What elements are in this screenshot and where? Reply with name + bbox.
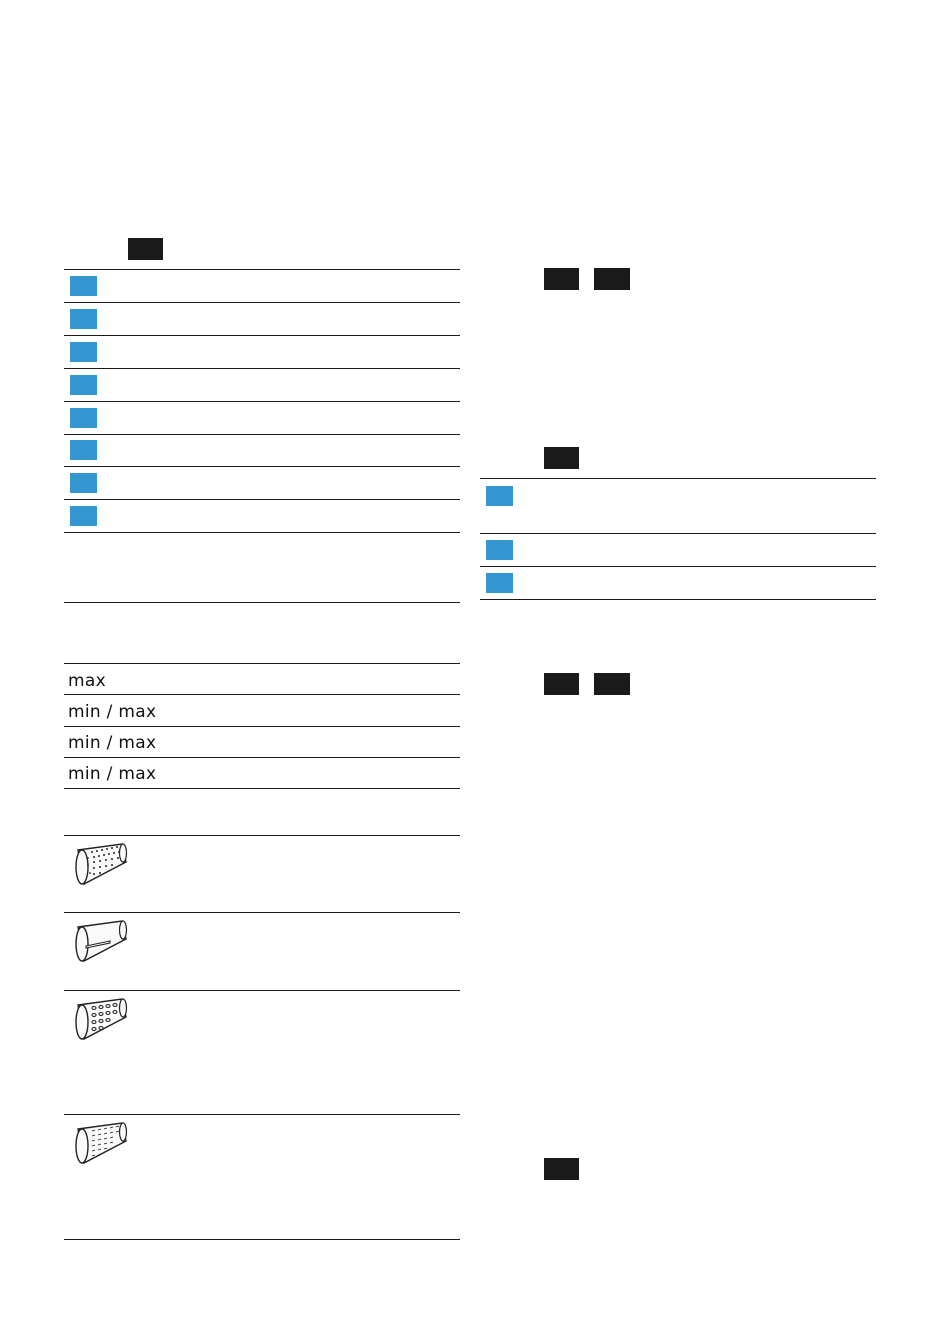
part-marker (486, 486, 513, 506)
table-rule (64, 788, 460, 789)
part-marker (70, 473, 97, 493)
table-rule (64, 757, 460, 758)
part-marker (70, 506, 97, 526)
table-rule (64, 990, 460, 991)
coarse-grating-disc-icon (70, 995, 130, 1045)
speed-setting: min / max (68, 764, 157, 784)
table-rule (64, 602, 460, 603)
table-rule (480, 566, 876, 567)
part-marker (70, 375, 97, 395)
table-rule (64, 335, 460, 336)
table-rule (64, 466, 460, 467)
table-rule (64, 532, 460, 533)
part-marker (70, 276, 97, 296)
speed-setting: min / max (68, 702, 157, 722)
table-rule (64, 663, 460, 664)
table-rule (64, 368, 460, 369)
part-marker (486, 540, 513, 560)
section-number-box (594, 673, 630, 695)
table-rule (64, 1114, 460, 1115)
part-marker (70, 440, 97, 460)
reversible-shredding-disc-icon (70, 840, 130, 890)
section-number-box (544, 447, 579, 469)
section-number-box (594, 268, 630, 290)
table-rule (64, 912, 460, 913)
section-number-box (544, 673, 579, 695)
section-number-box (544, 1158, 579, 1180)
speed-setting: min / max (68, 733, 157, 753)
table-rule (64, 499, 460, 500)
table-rule (64, 269, 460, 270)
table-rule (64, 1239, 460, 1240)
table-rule (480, 478, 876, 479)
section-number-box (128, 238, 163, 260)
part-marker (70, 309, 97, 329)
table-rule (64, 694, 460, 695)
table-rule (64, 835, 460, 836)
slicing-disc-icon (70, 917, 130, 967)
table-rule (480, 533, 876, 534)
fine-grating-disc-icon (70, 1119, 130, 1169)
table-rule (64, 401, 460, 402)
part-marker (486, 573, 513, 593)
speed-setting: max (68, 671, 106, 691)
part-marker (70, 342, 97, 362)
part-marker (70, 408, 97, 428)
table-rule (64, 726, 460, 727)
table-rule (64, 434, 460, 435)
table-rule (64, 302, 460, 303)
section-number-box (544, 268, 579, 290)
table-rule (480, 599, 876, 600)
